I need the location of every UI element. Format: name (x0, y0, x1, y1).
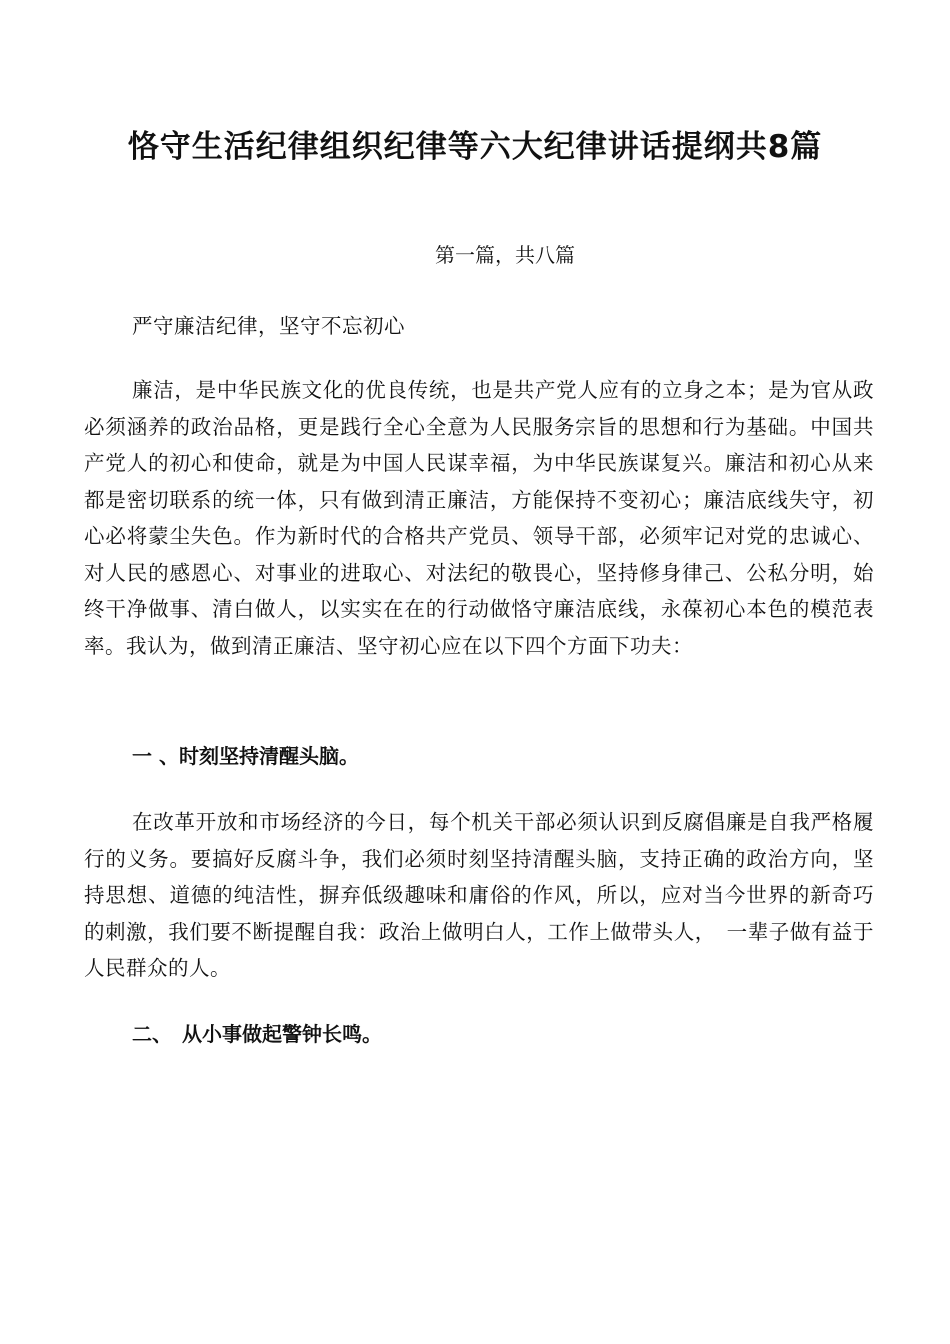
intro-line: 严守廉洁纪律，坚守不忘初心 (132, 314, 405, 338)
paragraph-1: 廉洁，是中华民族文化的优良传统，也是共产党人应有的立身之本；是为官从政必须涵养的政治品格，更是践行全心全意为人民服务宗旨的思想和行为基础。中国共产党人的初心和使命，就是为中国人民谋幸福，为中华民族谋复兴。廉洁和初心从来都是密切联系的统一体，只有做到清正廉洁，方能保持不变初心；廉洁底线失守，初心必将蒙尘失色。作为新时代的合格共产党员、领导干部，必须牢记对党的忠诚心、对人民的感恩心、对事业的进取心、对法纪的敬畏心，坚持修身律己、公私分明，始终干净做事、清白做人，以实实在在的行动做恪守廉洁底线，永葆初心本色的模范表率。我认为，做到清正廉洁、坚守初心应在以下四个方面下功夫： (84, 378, 874, 658)
section-heading-2: 二、 从小事做起警钟长鸣。 (132, 1022, 382, 1046)
document-subtitle: 第一篇，共八篇 (435, 243, 575, 267)
document-title: 恪守生活纪律组织纪律等六大纪律讲话提纲共8篇 (127, 129, 823, 165)
paragraph-2: 在改革开放和市场经济的今日，每个机关干部必须认识到反腐倡廉是自我严格履行的义务。要搞好反腐斗争，我们必须时刻坚持清醒头脑，支持正确的政治方向，坚持思想、道德的纯洁性，摒弃低级趣味和庸俗的作风，所以，应对当今世界的新奇巧的刺激，我们要不断提醒自我：政治上做明白人，工作上做带头人， 一辈子做有益于人民群众的人。 (84, 810, 874, 980)
section-heading-1: 一 、时刻坚持清醒头脑。 (132, 744, 359, 768)
